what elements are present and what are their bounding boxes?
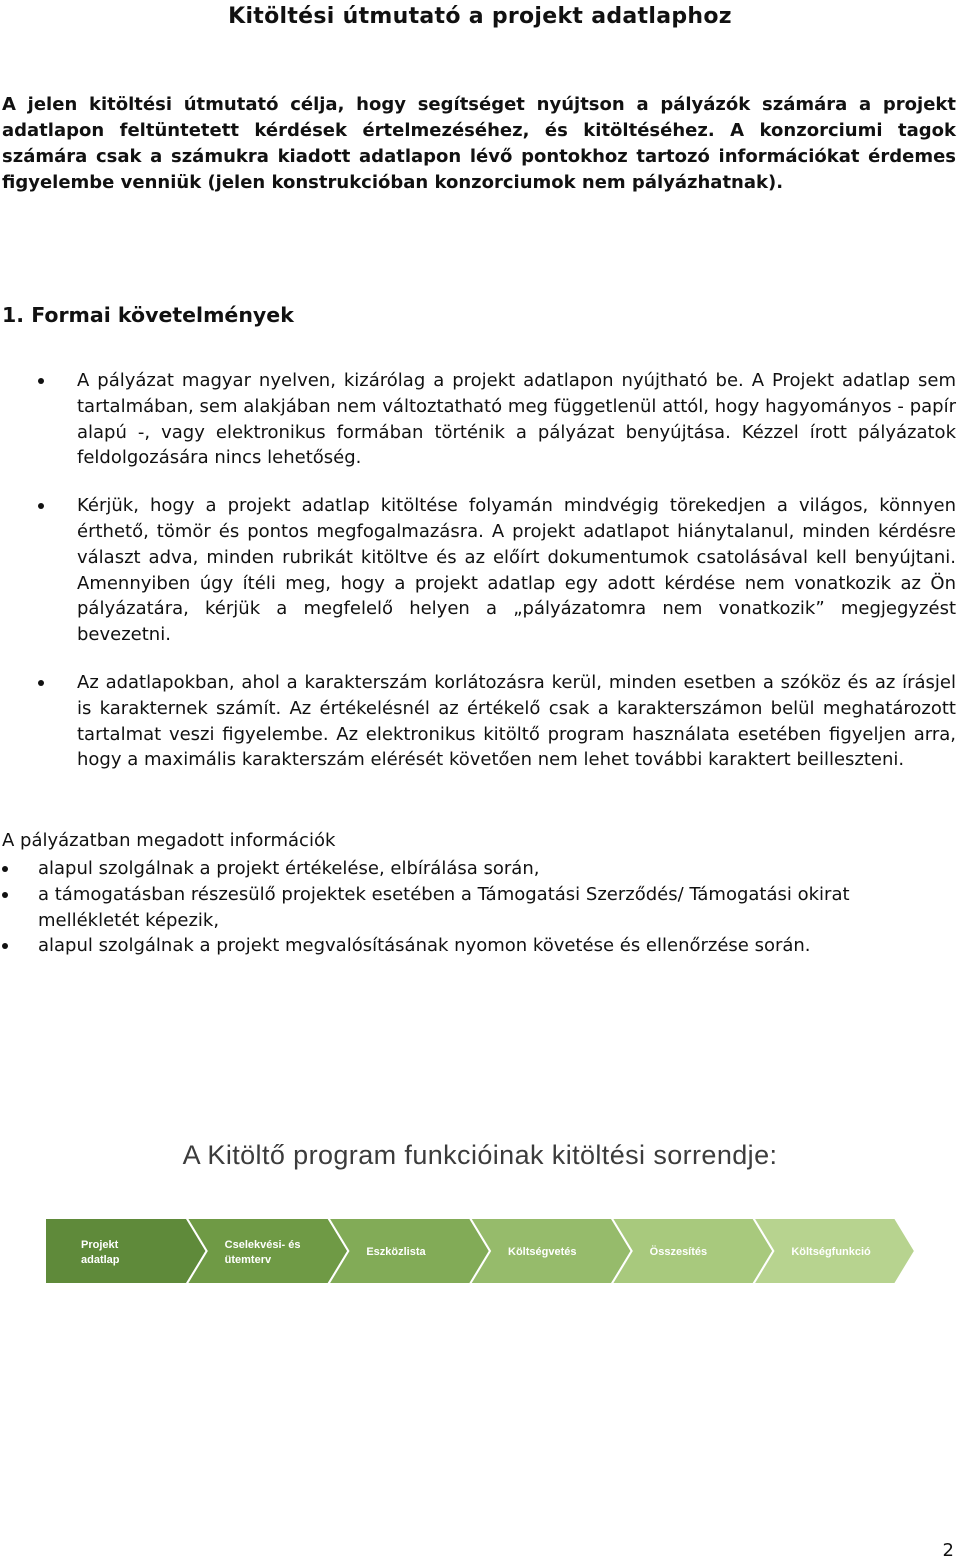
- process-step: [45, 1218, 207, 1284]
- process-step-label: Költségvetés: [508, 1246, 577, 1258]
- process-step-label: ütemterv: [224, 1254, 272, 1266]
- list-item-text: a támogatásban részesülő projektek esetében a Támogatási Szerződés/ Támogatási okirat mellékletét képezik,: [38, 883, 850, 931]
- info-list: [0, 856, 960, 959]
- list-item: [0, 368, 960, 471]
- bullet-icon: [38, 378, 44, 384]
- process-step-label: Eszközlista: [366, 1246, 426, 1258]
- process-step-shape: [187, 1218, 349, 1284]
- info-heading: A pályázatban megadott információk: [2, 830, 336, 851]
- process-figure: [30, 1120, 930, 1320]
- process-step-label: Összesítés: [649, 1246, 708, 1258]
- process-step-label: Költségfunkció: [791, 1246, 871, 1258]
- list-item-text: A pályázat magyar nyelven, kizárólag a projekt adatlapon nyújtható be. A Projekt adatlap sem tartalmában, sem alakjában nem változtatható meg függetlenül attól, hogy hagyományos - papír alapú -, vagy elektronikus formában történik a pályázat benyújtása. Kézzel írott pályázatok feldolgozására nincs lehetőség.: [77, 370, 956, 469]
- process-step: [753, 1218, 915, 1284]
- figure-title: A Kitöltő program funkcióinak kitöltési sorrendje:: [182, 1140, 778, 1170]
- process-step-shape: [45, 1218, 207, 1284]
- process-step-label: Cselekvési- és: [224, 1239, 301, 1251]
- process-step: [328, 1218, 490, 1284]
- list-item-text: Az adatlapokban, ahol a karakterszám korlátozásra kerül, minden esetben a szóköz és az írásjel is karakternek számít. Az értékelésnél az értékelő csak a karakterszámon belül meghatározott tartalmat veszi figyelembe. Az elektronikus kitöltő program használata esetében figyeljen arra, hogy a maximális karakterszám elérését követően nem lehet további karaktert beilleszteni.: [77, 671, 956, 771]
- bullet-icon: [38, 680, 44, 686]
- requirements-list: [0, 368, 960, 795]
- intro-paragraph: A jelen kitöltési útmutató célja, hogy segítséget nyújtson a pályázók számára a projekt adatlapon feltüntetett kérdések értelmezéséhez, és kitöltéséhez. A konzorciumi tagok számára csak a számukra kiadott adatlapon lévő pontokhoz tartozó információkat érdemes figyelembe venniük (jelen konstrukcióban konzorciumok nem pályázhatnak).: [2, 94, 956, 193]
- section-heading: 1. Formai követelmények: [2, 303, 294, 327]
- document-title: Kitöltési útmutató a projekt adatlaphoz: [228, 4, 732, 29]
- list-item-text: Kérjük, hogy a projekt adatlap kitöltése folyamán mindvégig törekedjen a világos, könnyen érthető, tömör és pontos megfogalmazásra. A projekt adatlapot hiánytalanul, minden kérdésre választ adva, minden rubrikát kitöltve és az előírt dokumentumok csatolásával kell benyújtani. Amennyiben úgy ítéli meg, hogy a projekt adatlap egy adott kérdése nem vonatkozik az Ön pályázatára, kérjük a megfelelő helyen a „pályázatomra nem vonatkozik” megjegyzést bevezetni.: [77, 495, 956, 646]
- process-step-label: Projekt: [81, 1239, 119, 1251]
- bullet-icon: [2, 892, 8, 898]
- list-item-text: alapul szolgálnak a projekt megvalósításának nyomon követése és ellenőrzése során.: [38, 935, 811, 957]
- process-step: [470, 1218, 632, 1284]
- list-item: [0, 493, 960, 648]
- bullet-icon: [2, 943, 8, 949]
- list-item: [0, 856, 960, 882]
- process-step: [187, 1218, 349, 1284]
- list-item: [0, 882, 960, 934]
- process-step: [612, 1218, 774, 1284]
- process-step-label: adatlap: [81, 1254, 120, 1266]
- bullet-icon: [2, 866, 8, 872]
- list-item: [0, 670, 960, 773]
- process-chevron-diagram: [45, 1218, 915, 1284]
- list-item-text: alapul szolgálnak a projekt értékelése, elbírálása során,: [38, 858, 540, 879]
- page-number: 2: [942, 1540, 954, 1561]
- bullet-icon: [38, 503, 44, 509]
- list-item: [0, 933, 960, 959]
